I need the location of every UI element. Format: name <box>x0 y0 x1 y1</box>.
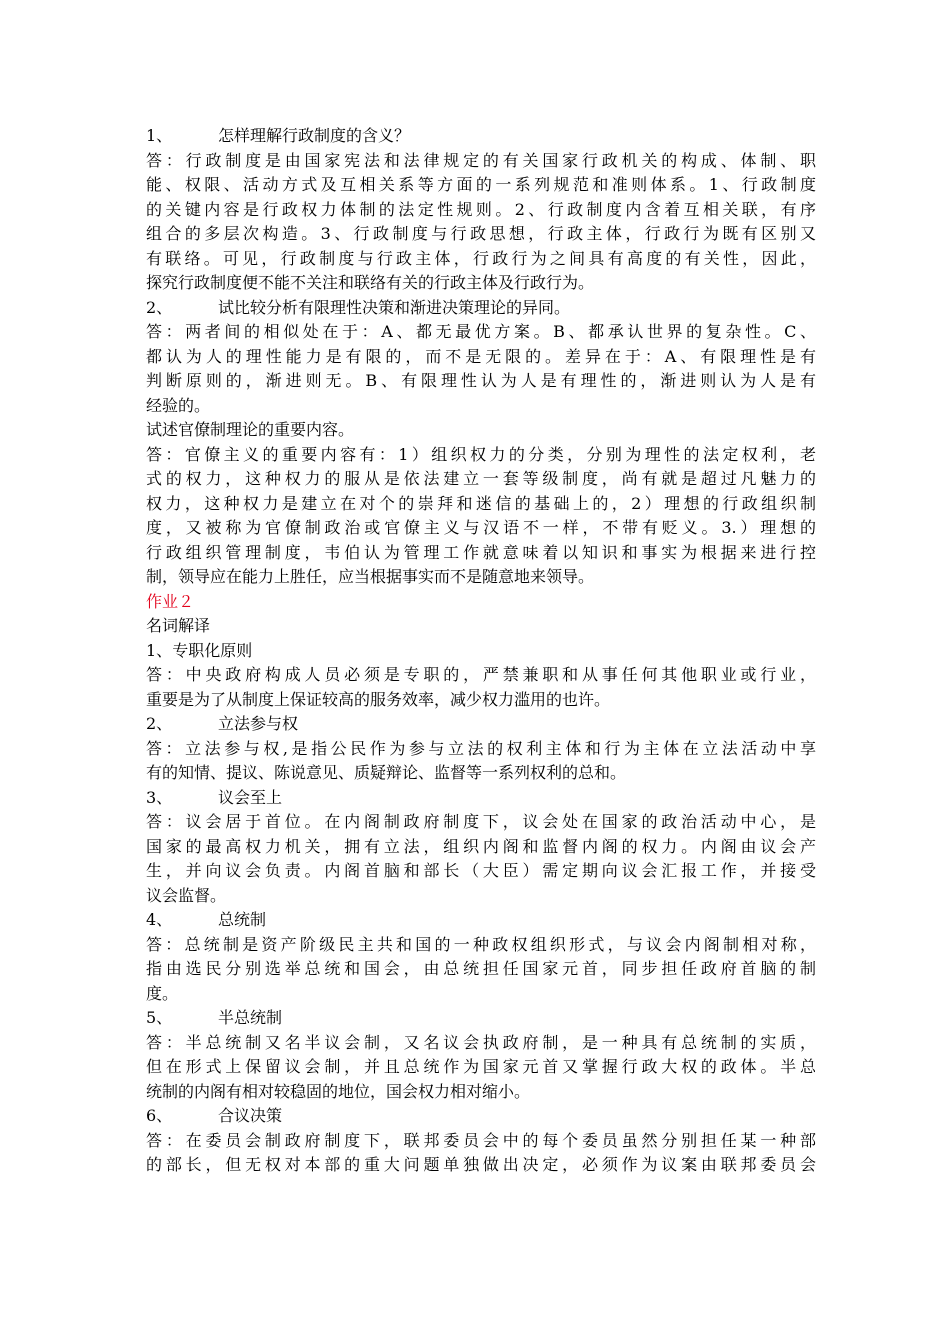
answer-line: 答：行政制度是由国家宪法和法律规定的有关国家行政机关的构成、体制、职 <box>146 150 816 170</box>
answer-line: 答：在委员会制政府制度下，联邦委员会中的每个委员虽然分别担任某一种部 <box>146 1130 816 1150</box>
answer-line: 有联络。可见，行政制度与行政主体，行政行为之间具有高度的有关性，因此， <box>146 248 816 268</box>
term-number: 4、 <box>146 910 173 929</box>
term-number: 6、 <box>146 1106 173 1125</box>
term-2-heading <box>146 712 816 737</box>
question-number: 2、 <box>146 297 173 317</box>
term-1-heading <box>146 639 816 664</box>
question-title: 怎样理解行政制度的含义？ <box>218 126 411 145</box>
question-number: 1、 <box>146 126 173 145</box>
term-number: 1、 <box>146 640 173 660</box>
term-number: 3、 <box>146 787 173 807</box>
question-3-heading: 试述官僚制理论的重要内容。 <box>146 420 355 439</box>
answer-line: 式的权力，这种权力的服从是依法建立一套等级制度，尚有就是超过凡魅力的 <box>146 469 816 488</box>
term-title: 议会至上 <box>218 787 283 807</box>
answer-line: 重要是为了从制度上保证较高的服务效率，减少权力滥用的也许。 <box>146 689 611 709</box>
question-1-heading <box>146 124 816 149</box>
term-title: 专职化原则 <box>172 640 253 660</box>
term-4-heading <box>146 908 816 933</box>
term-6-heading <box>146 1104 816 1129</box>
answer-line: 的关键内容是行政权力体制的法定性规则。2、行政制度内含着互相关联，有序 <box>146 199 816 219</box>
answer-line: 经验的。 <box>146 395 211 415</box>
term-title: 合议决策 <box>218 1106 283 1125</box>
answer-line: 判断原则的，渐进则无。B、有限理性认为人是有理性的，渐进则认为人是有 <box>146 371 816 390</box>
answer-line: 指由选民分别选举总统和国会，由总统担任国家元首，同步担任政府首脑的制 <box>146 959 816 978</box>
answer-line: 度，又被称为官僚制政治或官僚主义与汉语不一样，不带有贬义。3.）理想的 <box>146 518 816 537</box>
term-3-heading <box>146 786 816 811</box>
answer-line: 有的知情、提议、陈说意见、质疑辩论、监督等一系列权利的总和。 <box>146 763 627 782</box>
question-2-heading <box>146 296 816 321</box>
answer-line: 答：总统制是资产阶级民主共和国的一种政权组织形式，与议会内阁制相对称， <box>146 934 816 954</box>
term-title: 半总统制 <box>218 1008 283 1027</box>
term-number: 2、 <box>146 714 173 733</box>
term-number: 5、 <box>146 1008 173 1027</box>
answer-line: 统制的内阁有相对较稳固的地位，国会权力相对缩小。 <box>146 1081 531 1101</box>
answer-line: 答：中央政府构成人员必须是专职的，严禁兼职和从事任何其他职业或行业， <box>146 665 816 684</box>
answer-line: 制，领导应在能力上胜任，应当根据事实而不是随意地来领导。 <box>146 567 595 586</box>
answer-line: 探究行政制度便不能不关注和联络有关的行政主体及行政行为。 <box>146 273 595 292</box>
homework-2-heading: 作业２ <box>146 591 195 611</box>
answer-line: 答：两者间的相似处在于：A、都无最优方案。B、都承认世界的复杂性。C、 <box>146 322 816 341</box>
answer-line: 生，并向议会负责。内阁首脑和部长（大臣）需定期向议会汇报工作，并接受 <box>146 861 816 880</box>
answer-line: 能、权限、活动方式及互相关系等方面的一系列规范和准则体系。1、行政制度 <box>146 175 816 194</box>
term-title: 立法参与权 <box>218 714 299 733</box>
answer-line: 但在形式上保留议会制，并且总统作为国家元首又掌握行政大权的政体。半总 <box>146 1057 816 1076</box>
question-title: 试比较分析有限理性决策和渐进决策理论的异同。 <box>218 297 571 317</box>
answer-line: 权力，这种权力是建立在对个的崇拜和迷信的基础上的，2）理想的行政组织制 <box>146 493 816 513</box>
answer-line: 度。 <box>146 983 179 1003</box>
answer-line: 答：立法参与权,是指公民作为参与立法的权利主体和行为主体在立法活动中享 <box>146 738 816 758</box>
section-title: 名词解译 <box>146 616 211 635</box>
answer-line: 答：半总统制又名半议会制，又名议会执政府制，是一种具有总统制的实质， <box>146 1032 816 1052</box>
term-title: 总统制 <box>218 910 267 929</box>
term-5-heading <box>146 1006 816 1031</box>
answer-line: 议会监督。 <box>146 885 227 905</box>
document-page <box>146 124 816 1178</box>
answer-line: 组合的多层次构造。3、行政制度与行政思想，行政主体，行政行为既有区别又 <box>146 224 816 243</box>
answer-line: 国家的最高权力机关，拥有立法，组织内阁和监督内阁的权力。内阁由议会产 <box>146 836 816 856</box>
answer-line: 的部长，但无权对本部的重大问题单独做出决定，必须作为议案由联邦委员会 <box>146 1155 816 1174</box>
answer-line: 行政组织管理制度，韦伯认为管理工作就意味着以知识和事实为根据来进行控 <box>146 542 816 562</box>
answer-line: 答：官僚主义的重要内容有：1）组织权力的分类，分别为理性的法定权利，老 <box>146 444 816 464</box>
answer-line: 都认为人的理性能力是有限的，而不是无限的。差异在于：A、有限理性是有 <box>146 346 816 366</box>
answer-line: 答：议会居于首位。在内阁制政府制度下，议会处在国家的政治活动中心，是 <box>146 812 816 831</box>
